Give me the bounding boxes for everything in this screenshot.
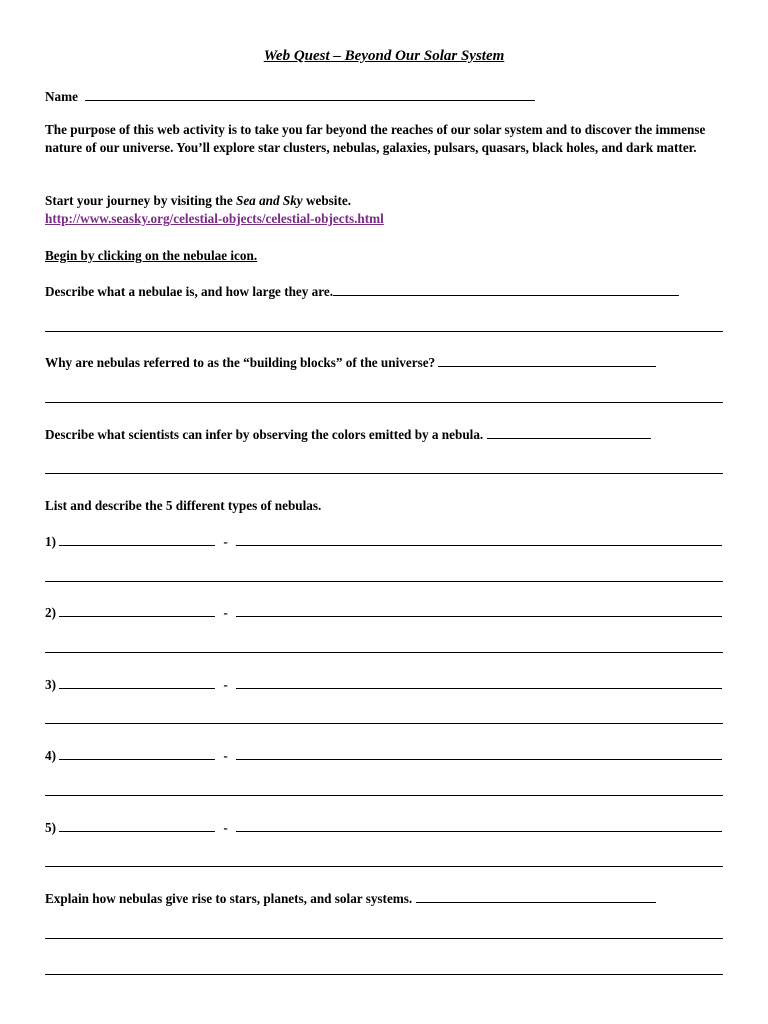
nebula-description-blank[interactable] <box>236 604 722 617</box>
question-final-answer-blank[interactable] <box>416 890 656 903</box>
answer-line[interactable] <box>45 866 723 867</box>
item-number: 2) <box>45 605 56 620</box>
item-number: 4) <box>45 748 56 763</box>
question-1 <box>45 283 679 300</box>
answer-line[interactable] <box>45 723 723 724</box>
question-2-text: Why are nebulas referred to as the “building blocks” of the universe? <box>45 355 436 370</box>
nebula-type-blank[interactable] <box>59 676 215 689</box>
list-item <box>45 747 722 764</box>
nebula-type-blank[interactable] <box>59 604 215 617</box>
question-final <box>45 890 656 907</box>
answer-line[interactable] <box>45 581 723 582</box>
answer-line[interactable] <box>45 795 723 796</box>
item-dash: - <box>223 605 228 620</box>
list-prompt: List and describe the 5 different types of nebulas. <box>45 498 322 513</box>
intro-paragraph: The purpose of this web activity is to take you far beyond the reaches of our solar system and to discover the immense nature of our universe. You’ll explore star clusters, nebulas, galaxies, pulsars, quasars, black holes, and dark matter. <box>45 122 706 155</box>
question-1-text: Describe what a nebulae is, and how large they are. <box>45 284 334 299</box>
list-item <box>45 676 722 693</box>
nebula-description-blank[interactable] <box>236 819 722 832</box>
item-dash: - <box>223 677 228 692</box>
answer-line[interactable] <box>45 938 723 939</box>
list-item <box>45 819 722 836</box>
name-field[interactable] <box>85 88 535 101</box>
item-number: 3) <box>45 677 56 692</box>
question-2 <box>45 354 656 371</box>
answer-line[interactable] <box>45 974 723 975</box>
answer-line[interactable] <box>45 473 723 474</box>
answer-line[interactable] <box>45 402 723 403</box>
question-3-answer-blank[interactable] <box>487 426 651 439</box>
list-item <box>45 533 722 550</box>
question-final-text: Explain how nebulas give rise to stars, planets, and solar systems. <box>45 891 413 906</box>
question-3-text: Describe what scientists can infer by observing the colors emitted by a nebula. <box>45 427 484 442</box>
list-item <box>45 604 722 621</box>
nebula-description-blank[interactable] <box>236 533 722 546</box>
item-dash: - <box>223 534 228 549</box>
nebula-description-blank[interactable] <box>236 747 722 760</box>
nebula-description-blank[interactable] <box>236 676 722 689</box>
page-title: Web Quest – Beyond Our Solar System <box>263 48 505 64</box>
nebula-type-blank[interactable] <box>59 747 215 760</box>
question-2-answer-blank[interactable] <box>438 354 656 367</box>
item-dash: - <box>223 748 228 763</box>
question-1-answer-blank[interactable] <box>333 283 679 296</box>
name-row <box>45 88 535 105</box>
start-paragraph <box>45 192 735 227</box>
name-label: Name <box>45 89 78 104</box>
question-3 <box>45 426 651 443</box>
item-number: 1) <box>45 534 56 549</box>
begin-instruction: Begin by clicking on the nebulae icon. <box>45 248 258 263</box>
nebula-type-blank[interactable] <box>59 533 215 546</box>
start-suffix: website. <box>302 193 352 208</box>
start-prefix: Start your journey by visiting the <box>45 193 236 208</box>
item-number: 5) <box>45 820 56 835</box>
answer-line[interactable] <box>45 331 723 332</box>
website-link[interactable]: http://www.seasky.org/celestial-objects/celestial-objects.html <box>45 210 384 226</box>
item-dash: - <box>223 820 228 835</box>
nebula-type-blank[interactable] <box>59 819 215 832</box>
answer-line[interactable] <box>45 652 723 653</box>
site-name: Sea and Sky <box>235 193 303 208</box>
